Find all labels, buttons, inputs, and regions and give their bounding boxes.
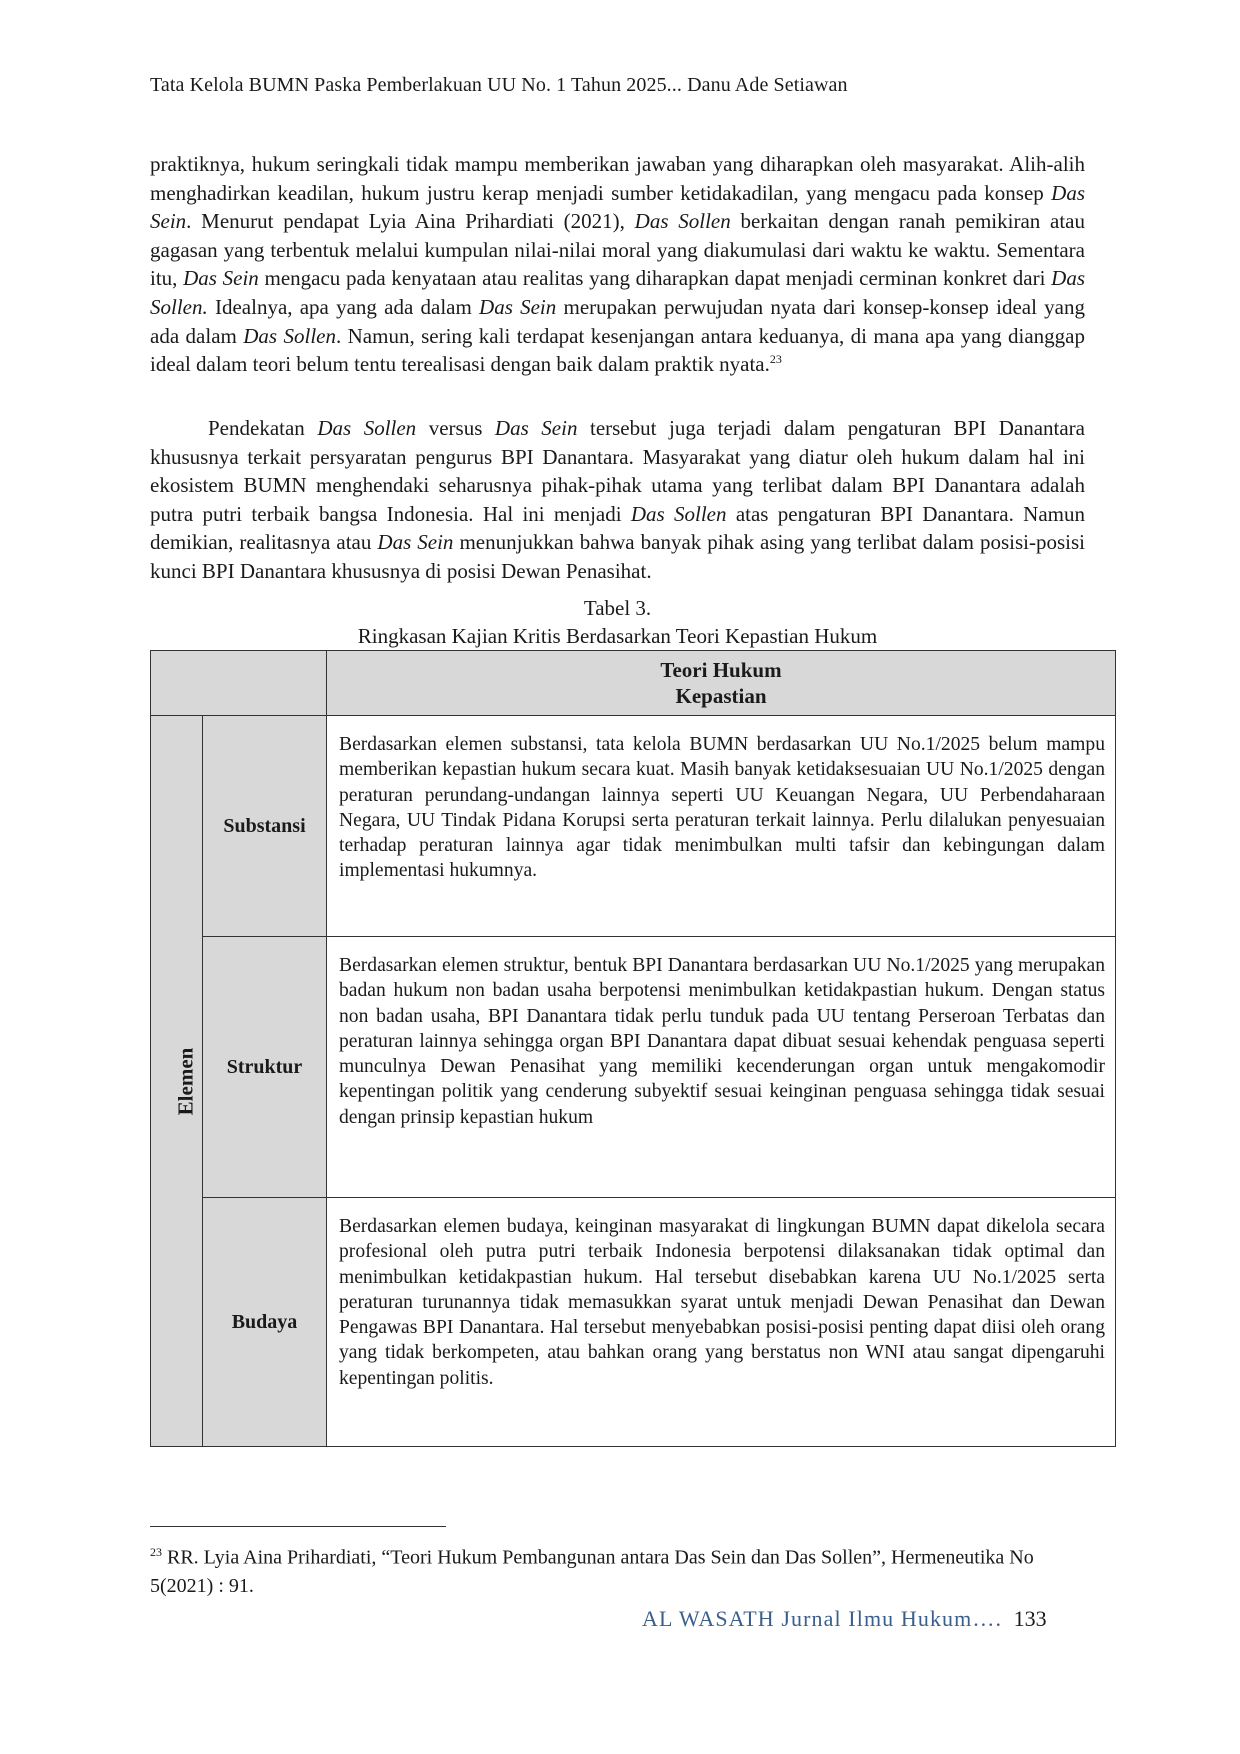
table-caption-title: Ringkasan Kajian Kritis Berdasarkan Teori Kepastian Hukum — [357, 624, 878, 648]
text-run: mengacu pada kenyataan atau realitas yang diharapkan dapat menjadi cerminan konkret dari — [258, 266, 1052, 291]
text-run: . Menurut pendapat Lyia Aina Prihardiati (2021), — [186, 209, 635, 234]
body-paragraph-2 — [150, 414, 1085, 586]
italic-term: Das Sollen — [634, 209, 731, 234]
row-text-struktur: Berdasarkan elemen struktur, bentuk BPI Danantara berdasarkan UU No.1/2025 yang merupakan badan hukum non badan usaha berpotensi menimbulkan ketidakpastian hukum. Dengan status non badan usaha, BPI Danantara tidak perlu tunduk pada UU tentang Perseroan Terbatas dan peraturan lainnya sehingga organ BPI Danantara dapat dibuat sesuai kehendak penguasa seperti munculnya Dewan Penasihat yang memiliki kecenderungan organ untuk mengakomodir kepentingan politik yang cenderung subyektif sesuai keinginan penguasa sehingga tidak sesuai dengan prinsip kepastian hukum — [327, 937, 1116, 1198]
text-run: berkaitan dengan ranah pemikiran atau gagasan yang terbentuk melalui kumpulan nilai-nilai moral yang diakumulasi dari waktu ke waktu. Sementara itu, — [150, 209, 1085, 291]
italic-term: Das Sollen. — [150, 266, 1085, 319]
footnote — [150, 1538, 1090, 1600]
text-run: praktiknya, hukum seringkali tidak mampu memberikan jawaban yang diharapkan oleh masyarakat. Alih-alih menghadirkan keadilan, hukum justru kerap menjadi sumber ketidakadilan, yang mengacu pada konsep — [150, 152, 1085, 205]
running-header: Tata Kelola BUMN Paska Pemberlakuan UU No. 1 Tahun 2025... Danu Ade Setiawan — [150, 74, 848, 96]
italic-term: Das Sein — [479, 294, 557, 319]
table-row — [151, 937, 1116, 1198]
italic-term: Das Sein — [183, 266, 259, 291]
table-row — [151, 1198, 1116, 1447]
running-footer — [642, 1606, 1047, 1632]
footnote-separator — [150, 1526, 446, 1527]
italic-term: Das Sollen — [630, 501, 727, 526]
row-label-budaya: Budaya — [203, 1198, 327, 1447]
italic-term: Das Sollen — [317, 416, 417, 440]
body-paragraph-1 — [150, 150, 1085, 379]
row-group-cell — [151, 716, 203, 1447]
column-header-line1: Teori Hukum — [660, 658, 782, 682]
page-number: 133 — [1013, 1606, 1047, 1631]
text-run: tersebut juga terjadi dalam pengaturan BPI Danantara khususnya terkait persyaratan pengurus BPI Danantara. Masyarakat yang diatur oleh hukum dalam hal ini ekosistem BUMN menghendaki seharusnya pihak-pihak utama yang terlibat dalam BPI Danantara adalah putra putri terbaik bangsa Indonesia. Hal ini menjadi — [150, 416, 1085, 526]
table-header-row — [151, 651, 1116, 716]
summary-table — [150, 650, 1116, 1447]
footnote-number: 23 — [150, 1545, 162, 1559]
row-label-struktur: Struktur — [203, 937, 327, 1198]
table-row — [151, 716, 1116, 937]
text-run: merupakan perwujudan nyata dari konsep-konsep ideal yang ada dalam — [150, 294, 1085, 348]
row-group-label: Elemen — [173, 1047, 198, 1115]
text-run: atas pengaturan BPI Danantara. Namun demikian, realitasnya atau — [150, 501, 1085, 555]
journal-name: AL WASATH Jurnal Ilmu Hukum…. — [642, 1606, 1003, 1631]
text-run: . Namun, sering kali terdapat kesenjangan antara keduanya, di mana apa yang dianggap ideal dalam teori belum tentu terealisasi dengan baik dalam praktik nyata. — [150, 323, 1086, 377]
text-run: Pendekatan — [208, 416, 318, 440]
text-run: versus — [416, 416, 495, 440]
italic-term: Das Sein — [494, 416, 578, 440]
text-run: menunjukkan bahwa banyak pihak asing yang terlibat dalam posisi-posisi kunci BPI Danantara khususnya di posisi Dewan Penasihat. — [150, 530, 1086, 583]
footnote-reference[interactable]: 23 — [769, 352, 782, 367]
footnote-text: RR. Lyia Aina Prihardiati, “Teori Hukum Pembangunan antara Das Sein dan Das Sollen”, Hermeneutika No 5(2021) : 91. — [150, 1546, 1034, 1597]
row-text-budaya: Berdasarkan elemen budaya, keinginan masyarakat di lingkungan BUMN dapat dikelola secara profesional oleh putra putri terbaik Indonesia berpotensi dilaksanakan tidak optimal dan menimbulkan ketidakpastian hukum. Hal tersebut disebabkan karena UU No.1/2025 serta peraturan turunannya tidak memasukkan syarat untuk menjadi Dewan Penasihat dan Dewan Pengawas BPI Danantara. Hal tersebut menyebabkan posisi-posisi penting dapat diisi oleh orang yang tidak berkompeten, atau bahkan orang yang berstatus non WNI atau sangat dipengaruhi kepentingan politis. — [327, 1198, 1116, 1447]
row-label-substansi: Substansi — [203, 716, 327, 937]
text-run: Idealnya, apa yang ada dalam — [207, 294, 480, 319]
row-text-substansi: Berdasarkan elemen substansi, tata kelola BUMN berdasarkan UU No.1/2025 belum mampu memberikan kepastian hukum secara kuat. Masih banyak ketidaksesuaian UU No.1/2025 dengan peraturan perundang-undangan lainnya seperti UU Keuangan Negara, UU Perbendaharaan Negara, UU Tindak Pidana Korupsi serta peraturan terkait lainnya. Perlu dilalukan penyesuaian terhadap peraturan lainnya agar tidak menimbulkan multi tafsir dan kebingungan dalam implementasi hukumnya. — [327, 716, 1116, 937]
column-header-line2: Kepastian — [675, 684, 767, 708]
italic-term: Das Sein — [377, 530, 454, 555]
table-caption-number: Tabel 3. — [583, 596, 652, 620]
italic-term: Das Sein — [150, 180, 1085, 234]
italic-term: Das Sollen — [243, 323, 336, 348]
table-corner-cell — [151, 651, 327, 716]
column-header-teori — [327, 651, 1116, 716]
